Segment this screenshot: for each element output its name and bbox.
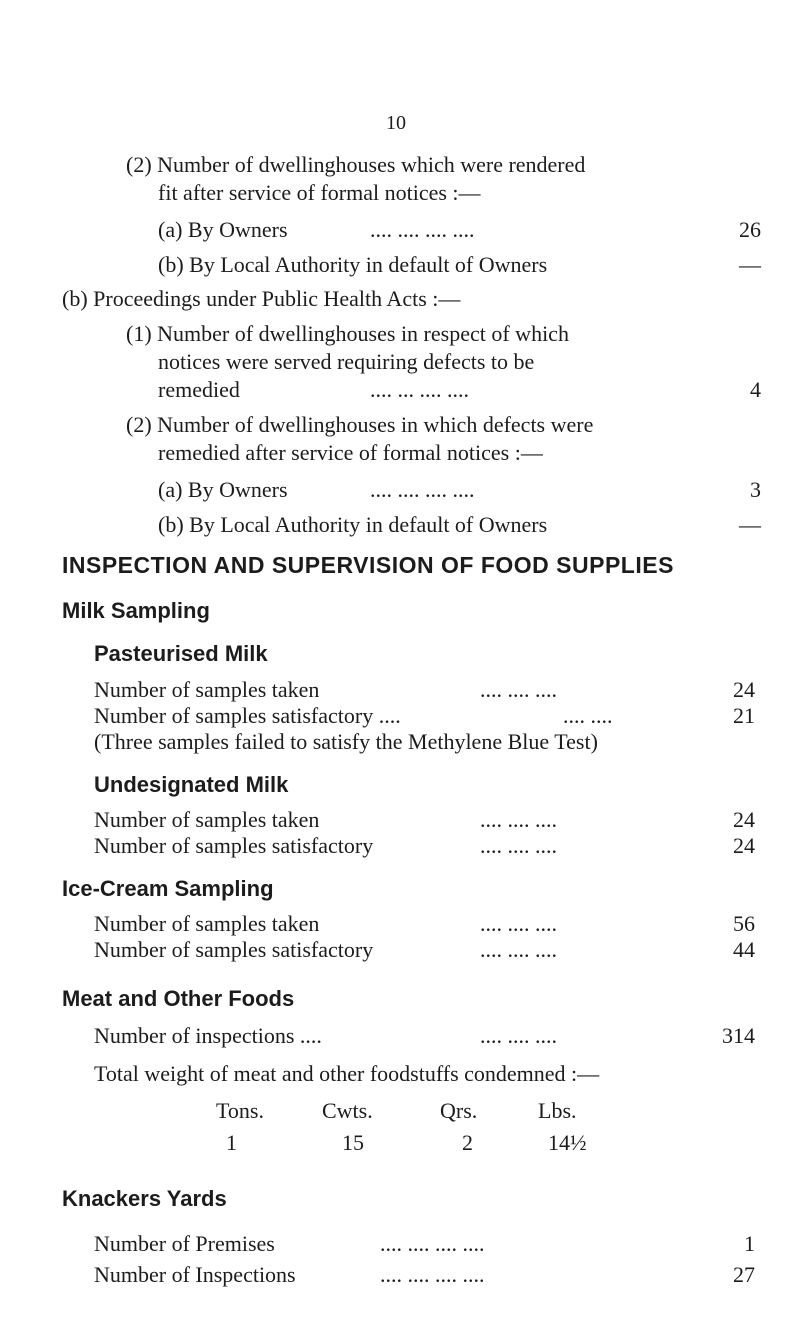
housing-b2-line1: (2) Number of dwellinghouses in which defects were (126, 412, 594, 437)
housing-b1-value: 4 (750, 377, 761, 402)
undesignated-taken-dots: .... .... .... (480, 807, 557, 832)
knackers-heading: Knackers Yards (62, 1186, 227, 1211)
housing-b1-dots: .... ... .... .... (370, 377, 469, 402)
knackers-premises-value: 1 (744, 1231, 755, 1256)
ice-cream-taken-dots: .... .... .... (480, 911, 557, 936)
knackers-premises-label: Number of Premises (94, 1231, 275, 1256)
housing-a2-la-label: (b) By Local Authority in default of Owners (158, 252, 548, 277)
meat-unit-tons: Tons. (216, 1098, 264, 1123)
meat-inspections-label: Number of inspections .... (94, 1023, 322, 1048)
meat-unit-cwts: Cwts. (322, 1098, 373, 1123)
milk-sampling-heading: Milk Sampling (62, 598, 210, 623)
ice-cream-satisfactory-label: Number of samples satisfactory (94, 937, 374, 962)
housing-b1-line2: notices were served requiring defects to be (158, 349, 535, 374)
housing-a2-owners-dots: .... .... .... .... (370, 217, 475, 242)
meat-heading: Meat and Other Foods (62, 986, 295, 1011)
housing-b2-line2: remedied after service of formal notices :— (158, 440, 543, 465)
housing-b-heading: (b) Proceedings under Public Health Acts :— (62, 286, 461, 311)
undesignated-heading: Undesignated Milk (94, 772, 289, 797)
pasteurised-heading: Pasteurised Milk (94, 641, 268, 666)
meat-condemned-label: Total weight of meat and other foodstuffs condemned :— (94, 1061, 600, 1086)
ice-cream-heading: Ice-Cream Sampling (62, 876, 274, 901)
ice-cream-taken-value: 56 (733, 911, 755, 936)
housing-b2-la-label: (b) By Local Authority in default of Owners (158, 512, 548, 537)
knackers-inspections-value: 27 (733, 1262, 755, 1287)
housing-b2-la-value: — (739, 512, 761, 537)
knackers-inspections-dots: .... .... .... .... (380, 1262, 485, 1287)
housing-b1-line3: remedied (158, 377, 240, 402)
meat-amount-tons: 1 (226, 1130, 237, 1155)
meat-inspections-dots: .... .... .... (480, 1023, 557, 1048)
housing-a2-intro-line2: fit after service of formal notices :— (158, 180, 481, 205)
meat-inspections-value: 314 (722, 1023, 755, 1048)
knackers-inspections-label: Number of Inspections (94, 1262, 296, 1287)
meat-amount-cwts: 15 (342, 1130, 364, 1155)
undesignated-taken-value: 24 (733, 807, 755, 832)
pasteurised-satisfactory-label: Number of samples satisfactory .... (94, 703, 401, 728)
housing-a2-owners-label: (a) By Owners (158, 217, 288, 242)
pasteurised-satisfactory-value: 21 (733, 703, 755, 728)
knackers-premises-dots: .... .... .... .... (380, 1231, 485, 1256)
page-number: 10 (386, 112, 406, 134)
undesignated-satisfactory-dots: .... .... .... (480, 833, 557, 858)
ice-cream-satisfactory-dots: .... .... .... (480, 937, 557, 962)
housing-b2-owners-value: 3 (750, 477, 761, 502)
pasteurised-taken-value: 24 (733, 677, 755, 702)
undesignated-satisfactory-label: Number of samples satisfactory (94, 833, 374, 858)
undesignated-taken-label: Number of samples taken (94, 807, 320, 832)
housing-a2-intro-line1: (2) Number of dwellinghouses which were rendered (126, 152, 586, 177)
meat-unit-lbs: Lbs. (538, 1098, 577, 1123)
housing-b2-owners-label: (a) By Owners (158, 477, 288, 502)
meat-amount-lbs: 14½ (548, 1130, 587, 1155)
housing-a2-owners-value: 26 (739, 217, 761, 242)
meat-unit-qrs: Qrs. (440, 1098, 478, 1123)
meat-amount-qrs: 2 (462, 1130, 473, 1155)
housing-b1-line1: (1) Number of dwellinghouses in respect of which (126, 321, 569, 346)
pasteurised-note: (Three samples failed to satisfy the Methylene Blue Test) (94, 729, 598, 754)
ice-cream-satisfactory-value: 44 (733, 937, 755, 962)
pasteurised-taken-label: Number of samples taken (94, 677, 320, 702)
housing-a2-la-value: — (739, 252, 761, 277)
pasteurised-satisfactory-dots: .... .... (563, 703, 613, 728)
undesignated-satisfactory-value: 24 (733, 833, 755, 858)
ice-cream-taken-label: Number of samples taken (94, 911, 320, 936)
food-main-heading: INSPECTION AND SUPERVISION OF FOOD SUPPLIES (62, 552, 674, 578)
housing-b2-owners-dots: .... .... .... .... (370, 477, 475, 502)
pasteurised-taken-dots: .... .... .... (480, 677, 557, 702)
